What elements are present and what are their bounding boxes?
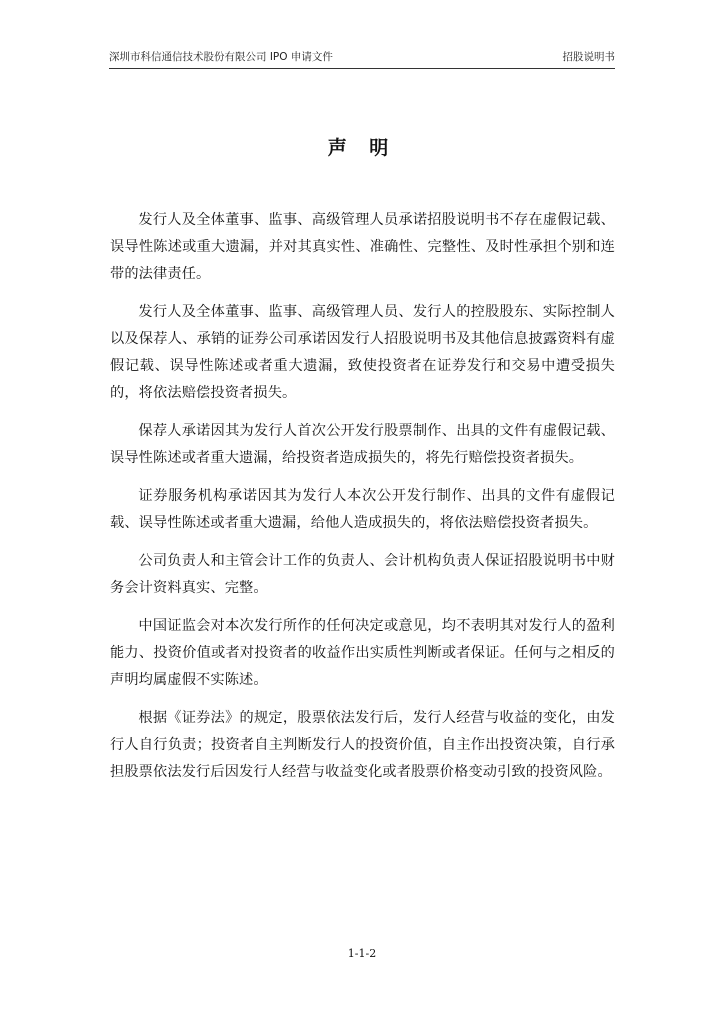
statement-paragraph: 发行人及全体董事、监事、高级管理人员承诺招股说明书不存在虚假记载、误导性陈述或重大遗漏，并对其真实性、准确性、完整性、及时性承担个别和连带的法律责任。 [110,212,615,282]
statement-paragraph: 证券服务机构承诺因其为发行人本次公开发行制作、出具的文件有虚假记载、误导性陈述或者重大遗漏，给他人造成损失的，将依法赔偿投资者损失。 [110,488,615,531]
statement-body [110,207,615,797]
header-document-title: 深圳市科信通信技术股份有限公司 IPO 申请文件 [109,51,333,63]
page-title: 声 明 [327,137,397,159]
statement-paragraph: 发行人及全体董事、监事、高级管理人员、发行人的控股股东、实际控制人以及保荐人、承销的证券公司承诺因发行人招股说明书及其他信息披露资料有虚假记载、误导性陈述或者重大遗漏，致使投资者在证券发行和交易中遭受损失的，将依法赔偿投资者损失。 [110,304,615,401]
header-section-name: 招股说明书 [562,51,615,63]
statement-paragraph: 根据《证券法》的规定，股票依法发行后，发行人经营与收益的变化，由发行人自行负责；投资者自主判断发行人的投资价值，自主作出投资决策，自行承担股票依法发行后因发行人经营与收益变化或者股票价格变动引致的投资风险。 [110,710,615,780]
page-header [109,50,615,69]
statement-paragraph: 中国证监会对本次发行所作的任何决定或意见，均不表明其对发行人的盈利能力、投资价值或者对投资者的收益作出实质性判断或者保证。任何与之相反的声明均属虚假不实陈述。 [110,618,615,688]
statement-paragraph: 公司负责人和主管会计工作的负责人、会计机构负责人保证招股说明书中财务会计资料真实、完整。 [110,553,615,596]
statement-paragraph: 保荐人承诺因其为发行人首次公开发行股票制作、出具的文件有虚假记载、误导性陈述或者重大遗漏，给投资者造成损失的，将先行赔偿投资者损失。 [110,423,615,466]
page-number: 1-1-2 [347,947,377,960]
